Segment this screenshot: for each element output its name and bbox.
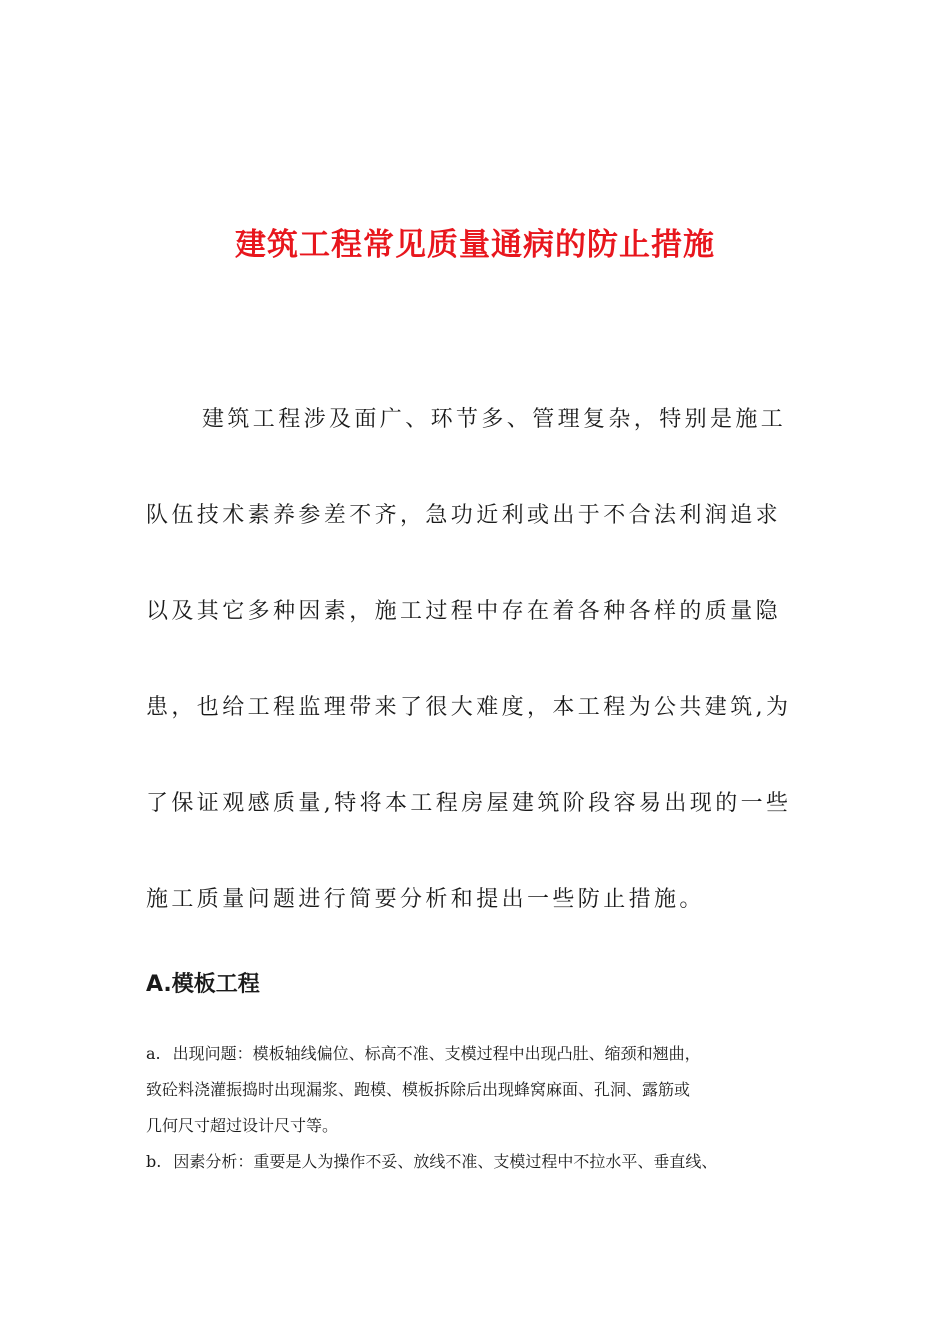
item-text: 因素分析：重要是人为操作不妥、放线不准、支模过程中不拉水平、垂直线、 [173,1152,718,1171]
item-marker: b. [146,1152,162,1171]
list-item [146,1144,826,1180]
intro-line: 以及其它多种因素，施工过程中存在着各种各样的质量隐 [146,599,782,624]
intro-line: 建筑工程涉及面广、环节多、管理复杂，特别是施工 [202,407,787,432]
document-title: 建筑工程常见质量通病的防止措施 [235,226,715,263]
intro-line: 患，也给工程监理带来了很大难度，本工程为公共建筑,为 [146,695,792,720]
list-item [146,1036,826,1144]
section-heading: A.模板工程 [146,972,260,998]
item-line: 致砼料浇灌振捣时出现漏浆、跑模、模板拆除后出现蜂窝麻面、孔洞、露筋或 [146,1080,691,1099]
item-marker: a. [146,1044,161,1063]
item-line [146,1144,826,1180]
intro-line: 施工质量问题进行简要分析和提出一些防止措施。 [146,887,705,912]
item-line: 几何尺寸超过设计尺寸等。 [146,1116,339,1135]
item-line [146,1036,826,1072]
item-text: 出现问题：模板轴线偏位、标高不准、支模过程中出现凸肚、缩颈和翘曲， [172,1044,701,1063]
item-list [146,1036,826,1180]
intro-paragraph [146,372,808,948]
intro-line: 了保证观感质量,特将本工程房屋建筑阶段容易出现的一些 [146,791,792,816]
intro-line: 队伍技术素养参差不齐，急功近利或出于不合法利润追求 [146,503,782,528]
